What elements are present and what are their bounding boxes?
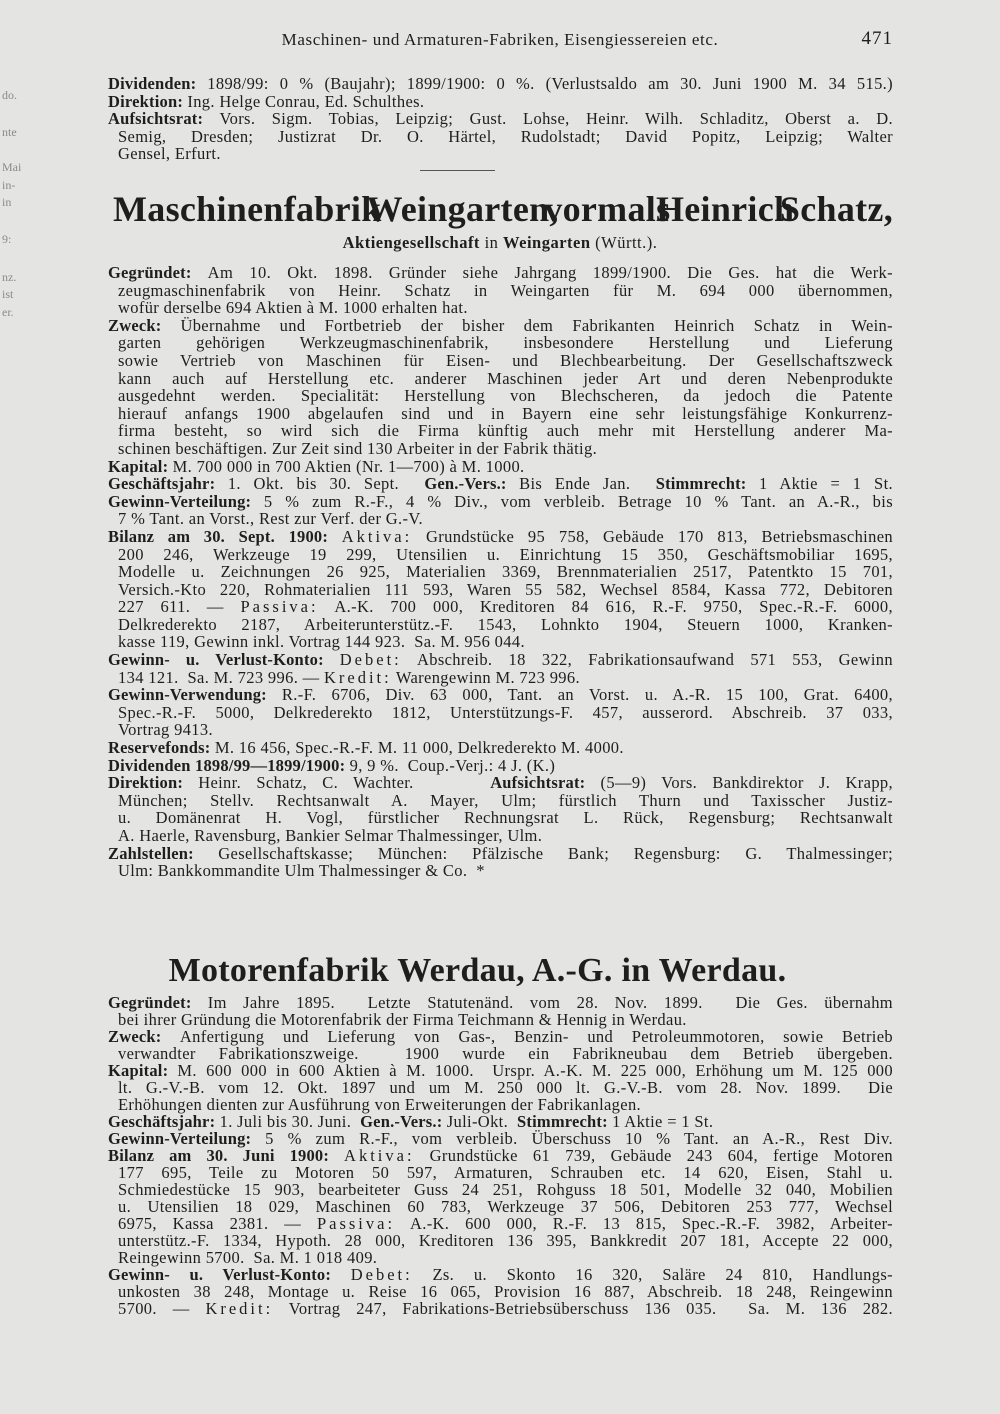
text-line (108, 686, 893, 704)
entry-title: Maschinenfabrik Weingarten, vormals Heinrich Schatz, (113, 189, 893, 229)
line-content (108, 109, 893, 128)
text-line (108, 598, 893, 616)
line-content (118, 351, 893, 370)
text-line (108, 299, 893, 317)
field-text: firma besteht, so wird sich die Firma künftig auch mehr mit Herstellung anderer Ma- (118, 421, 893, 441)
line-content (118, 703, 893, 722)
field-text: Grundstücke 61 739, Gebäude 243 604, fertige Motoren (414, 1146, 893, 1165)
spaced-heading: Kredit: (323, 667, 392, 687)
text-line (108, 110, 893, 128)
spaced-heading: Kredit: (205, 1299, 274, 1318)
line-content (108, 492, 893, 511)
field-text: Im Jahre 1895. Letzte Statutenänd. vom 28. Nov. 1899. Die Ges. übernahm (207, 993, 893, 1012)
entry-divider (420, 170, 495, 171)
text-line (108, 528, 893, 546)
margin-fragment: in- (2, 178, 16, 192)
text-line (108, 1079, 893, 1096)
entry-body (108, 994, 893, 1317)
field-text: schinen beschäftigen. Zur Zeit sind 130 Arbeiter in der Fabrik thätig. (118, 438, 598, 458)
margin-fragment: Mai (2, 160, 22, 174)
field-text: ausgedehnt werden. Specialität: Herstellung von Blechscheren, da jedoch die Patente (118, 386, 893, 406)
field-text: Bis Ende Jan. (519, 474, 656, 494)
field-text: hierauf anfangs 1900 abgelaufen sind und in Bayern eine sehr leistungsfähige Konkurrenz- (118, 403, 893, 423)
field-text: wofür derselbe 694 Aktien à M. 1000 erhalten hat. (118, 298, 468, 318)
field-text: 1. Okt. bis 30. Sept. (227, 474, 425, 494)
field-text: Am 10. Okt. 1898. Gründer siehe Jahrgang 1899/1900. Die Ges. hat die Werk- (207, 263, 893, 282)
line-content (118, 615, 893, 634)
field-label: Zweck: (108, 1027, 180, 1046)
margin-fragment: nte (2, 125, 17, 139)
line-content (108, 844, 893, 863)
field-text: 200 246, Werkzeuge 19 299, Utensilien u. Einrichtung 15 350, Geschäftsmobiliar 1695, (118, 544, 893, 564)
field-label: Stimmrecht: (655, 474, 760, 494)
text-line (108, 475, 893, 493)
field-text: München; Stellv. Rechtsanwalt A. Mayer, Ulm; fürstlich Thurn und Taxisscher Justiz- (118, 790, 893, 810)
field-label: Kapital: (108, 1061, 178, 1080)
line-content (118, 144, 221, 163)
line-content (108, 263, 893, 282)
text-line (108, 581, 893, 599)
text-line (108, 757, 893, 775)
text-line (108, 1096, 893, 1113)
field-label: Gegründet: (108, 263, 208, 282)
field-text: bei ihrer Gründung die Motorenfabrik der Firma Teichmann & Hennig in Werdau. (118, 1010, 687, 1029)
line-content (118, 421, 893, 440)
field-text: zeugmaschinenfabrik von Heinr. Schatz in Weingarten für M. 694 000 übernommen, (118, 280, 893, 300)
field-label: Gewinn-Verteilung: (108, 1129, 266, 1148)
field-text: unkosten 38 248, Montage u. Reise 16 065, Provision 16 887, Abschreib. 18 248, Reingewinn (118, 1282, 893, 1301)
field-text: lt. G.-V.-B. vom 12. Okt. 1897 und um M. 250 000 lt. G.-V.-B. vom 28. Nov. 1899. Die (118, 1078, 893, 1097)
field-text: sowie Vertrieb von Maschinen für Eisen- und Blechbearbeitung. Der Gesellschaftszweck (118, 350, 893, 370)
field-label: Kapital: (108, 456, 173, 476)
field-text: u. Utensilien 18 029, Maschinen 60 783, Werkzeuge 37 506, Debitoren 253 777, Wechsel (118, 1197, 893, 1216)
spaced-heading: Debet: (350, 1265, 413, 1284)
field-text: Gensel, Erfurt. (118, 144, 221, 164)
margin-fragment: er. (2, 305, 14, 319)
text-line (108, 1045, 893, 1062)
text-line (108, 405, 893, 423)
line-content (118, 333, 893, 352)
text-line (108, 994, 893, 1011)
field-label: Geschäftsjahr: (108, 1112, 220, 1131)
field-text: Erhöhungen dienten zur Ausführung von Erweiterungen der Fabrikanlagen. (118, 1095, 642, 1114)
text-line (108, 1028, 893, 1045)
line-content (118, 668, 580, 687)
field-label: Direktion: (108, 773, 199, 793)
field-text: kann auch auf Herstellung etc. anderer Maschinen jeder Art und deren Nebenprodukte (118, 368, 893, 388)
field-text: Zs. u. Skonto 16 320, Saläre 24 810, Handlungs- (412, 1265, 893, 1284)
margin-fragment: in (2, 195, 12, 209)
field-label: Geschäftsjahr: (108, 474, 228, 494)
text-line (108, 1181, 893, 1198)
text-line (108, 128, 893, 146)
field-text: 1 Aktie = 1 St. (759, 474, 893, 494)
text-line (108, 1130, 893, 1147)
margin-fragment: 9: (2, 232, 12, 246)
spaced-heading: Passiva: (240, 597, 319, 617)
subtitle-company-form: Aktiengesellschaft (342, 233, 480, 252)
line-content (108, 527, 893, 546)
field-text: Versich.-Kto 220, Rohmaterialien 111 593, Waren 55 582, Wechsel 8584, Kassa 772, Debitoren (118, 579, 893, 599)
entry-body (108, 264, 893, 880)
line-content (108, 773, 893, 792)
text-line (108, 616, 893, 634)
field-label: Dividenden 1898/99—1899/1900: (108, 755, 350, 775)
line-content (108, 650, 893, 669)
text-line (108, 145, 893, 163)
spaced-heading: Passiva: (316, 1214, 396, 1233)
line-content (108, 738, 624, 757)
line-content (108, 74, 893, 93)
text-line (108, 440, 893, 458)
text-line (108, 845, 893, 863)
text-line (108, 1198, 893, 1215)
field-text: M. 700 000 in 700 Aktien (Nr. 1—700) à M. 1000. (172, 456, 525, 476)
field-text: garten gehörigen Werkzeugmaschinenfabrik, insbesondere Herstellung und Lieferung (118, 333, 893, 353)
field-text: M. 600 000 in 600 Aktien à M. 1000. Urspr. A.-K. M. 225 000, Erhöhung um M. 125 000 (177, 1061, 894, 1080)
line-content (118, 509, 423, 528)
field-text: Delkrederekto 2187, Arbeiterunterstütz.-F. 1543, Lohnkto 1904, Steuern 1000, Kranken- (118, 614, 893, 634)
text-line (108, 669, 893, 687)
field-text: Vors. Sigm. Tobias, Leipzig; Gust. Lohse, Heinr. Wilh. Schladitz, Oberst a. D. (219, 109, 893, 129)
page-number: 471 (861, 28, 893, 49)
line-content (118, 386, 893, 405)
text-line (108, 1113, 893, 1130)
margin-fragment: do. (2, 88, 17, 102)
text-line (108, 563, 893, 581)
field-text: Semig, Dresden; Justizrat Dr. O. Härtel, Rudolstadt; David Popitz, Leipzig; Walter (118, 126, 893, 146)
field-text: Reingewinn 5700. Sa. M. 1 018 409. (118, 1248, 378, 1267)
field-text: 1 Aktie = 1 St. (612, 1112, 714, 1131)
subtitle-city: Weingarten (503, 233, 591, 252)
text-line (108, 264, 893, 282)
field-text: u. Domänenrat H. Vogl, fürstlicher Rechnungsrat L. Rück, Regensburg; Rechtsanwalt (118, 808, 893, 828)
text-line (108, 792, 893, 810)
line-content (118, 597, 893, 616)
text-line (108, 721, 893, 739)
field-text: kasse 119, Gewinn inkl. Vortrag 144 923. Sa. M. 956 044. (118, 632, 525, 652)
text-line (108, 633, 893, 651)
field-label: Gen.-Vers.: (424, 474, 520, 494)
text-line (108, 458, 893, 476)
field-text: Gesellschaftskasse; München: Pfälzische Bank; Regensburg: G. Thalmessinger; (218, 843, 894, 863)
line-content (108, 685, 893, 704)
field-text: Schmiedestücke 15 903, bearbeiteter Guss 24 251, Rohguss 18 501, Modelle 32 040, Mobilien (118, 1180, 893, 1199)
text-line (108, 387, 893, 405)
field-text: 134 121. Sa. M. 723 996. — (118, 667, 324, 687)
field-text: 1898/99: 0 % (Baujahr); 1899/1900: 0 %. (Verlustsaldo am 30. Juni 1900 M. 34 515.) (207, 74, 893, 93)
text-line (108, 1011, 893, 1028)
text-line (108, 493, 893, 511)
text-line (108, 739, 893, 757)
spaced-heading: Debet: (339, 650, 402, 670)
field-text: Modelle u. Zeichnungen 26 925, Materialien 3369, Brennmaterialien 2517, Patentkto 15 701, (118, 562, 893, 582)
text-line (108, 1147, 893, 1164)
field-label: Gewinn-Verwendung: (108, 685, 282, 705)
field-label: Reservefonds: (108, 738, 215, 758)
text-line (108, 862, 893, 880)
text-line (108, 370, 893, 388)
text-line (108, 1300, 893, 1317)
text-line (108, 809, 893, 827)
line-content (108, 474, 893, 493)
field-text: Heinr. Schatz, C. Wachter. (198, 773, 491, 793)
text-line (108, 334, 893, 352)
field-text: Spec.-R.-F. 5000, Delkrederekto 1812, Unterstützungs-F. 457, ausserord. Abschreib. 37 033, (118, 702, 893, 722)
field-text: Juli-Okt. (446, 1112, 518, 1131)
text-line (108, 1062, 893, 1079)
line-content (118, 562, 893, 581)
field-label: Gegründet: (108, 993, 208, 1012)
line-content (118, 281, 893, 300)
text-line (108, 827, 893, 845)
text-line (108, 1266, 893, 1283)
text-line (108, 1249, 893, 1266)
entry-title: Motorenfabrik Werdau, A.-G. in Werdau. (168, 952, 787, 989)
field-label: Gewinn-Verteilung: (108, 491, 264, 511)
line-content (118, 439, 597, 458)
field-text: Anfertigung und Lieferung von Gas-, Benzin- und Petroleummotoren, sowie Betrieb (179, 1027, 893, 1046)
text-line (108, 704, 893, 722)
field-label: Aufsichtsrat: (490, 773, 601, 793)
field-label: Aufsichtsrat: (108, 109, 220, 129)
field-label: Stimmrecht: (517, 1112, 613, 1131)
field-text: 6975, Kassa 2381. — (118, 1214, 317, 1233)
field-text: 227 611. — (118, 597, 241, 617)
text-line (108, 75, 893, 93)
line-content (108, 316, 893, 335)
text-line (108, 282, 893, 300)
margin-fragment: ist (2, 287, 14, 301)
field-label: Direktion: (108, 91, 188, 111)
text-line (108, 1164, 893, 1181)
line-content (118, 298, 468, 317)
text-line (108, 510, 893, 528)
field-text: 5700. — (118, 1299, 206, 1318)
text-line (108, 546, 893, 564)
prior-entry (108, 75, 893, 163)
field-text: A.-K. 700 000, Kreditoren 84 616, R.-F. 9750, Spec.-R.-F. 6000, (318, 597, 893, 617)
line-content (118, 545, 893, 564)
line-content (118, 369, 893, 388)
field-text: Warengewinn M. 723 996. (391, 667, 580, 687)
subtitle-region: (Württ.). (590, 233, 658, 252)
line-content (118, 1299, 893, 1318)
field-text: Vortrag 9413. (118, 720, 213, 740)
field-text: Grundstücke 95 758, Gebäude 170 813, Betriebsmaschinen (412, 526, 893, 546)
text-line (108, 422, 893, 440)
entry-subtitle (0, 233, 1000, 253)
field-text: verwandter Fabrikationszweige. 1900 wurde ein Fabrikneubau dem Betrieb übergeben. (118, 1044, 893, 1063)
line-content (118, 580, 893, 599)
line-content (118, 632, 525, 651)
text-line (108, 774, 893, 792)
text-line (108, 93, 893, 111)
field-label: Gewinn- u. Verlust-Konto: (108, 650, 340, 670)
line-content (118, 720, 213, 739)
field-text: Ing. Helge Conrau, Ed. Schulthes. (187, 91, 425, 111)
field-label: Dividenden: (108, 74, 208, 93)
text-line (108, 651, 893, 669)
line-content (118, 861, 485, 880)
line-content (118, 826, 542, 845)
field-text: R.-F. 6706, Div. 63 000, Tant. an Vorst. u. A.-R. 15 100, Grat. 6400, (281, 685, 894, 705)
text-line (108, 1215, 893, 1232)
field-label: Gewinn- u. Verlust-Konto: (108, 1265, 351, 1284)
field-label: Bilanz am 30. Sept. 1900: (108, 526, 342, 546)
field-label: Zweck: (108, 315, 181, 335)
margin-fragment: nz. (2, 270, 17, 284)
field-text: Ulm: Bankkommandite Ulm Thalmessinger & Co. * (118, 861, 485, 881)
text-line (108, 317, 893, 335)
line-content (118, 127, 893, 146)
field-text: A.-K. 600 000, R.-F. 13 815, Spec.-R.-F. 3982, Arbeiter- (395, 1214, 893, 1233)
field-text: (5—9) Vors. Bankdirektor J. Krapp, (600, 773, 893, 793)
field-label: Zahlstellen: (108, 843, 219, 863)
field-text: unterstütz.-F. 1334, Hypoth. 28 000, Kreditoren 136 395, Bankkredit 207 181, Accepte 22 000, (118, 1231, 893, 1250)
field-text: Vortrag 247, Fabrikations-Betriebsüberschuss 136 035. Sa. M. 136 282. (273, 1299, 893, 1318)
field-text: Abschreib. 18 322, Fabrikationsaufwand 571 553, Gewinn (401, 650, 893, 670)
field-text: M. 16 456, Spec.-R.-F. M. 11 000, Delkrederekto M. 4000. (214, 738, 624, 758)
text-line (108, 1232, 893, 1249)
field-label: Bilanz am 30. Juni 1900: (108, 1146, 345, 1165)
spaced-heading: Aktiva: (344, 1146, 415, 1165)
field-text: A. Haerle, Ravensburg, Bankier Selmar Thalmessinger, Ulm. (118, 826, 543, 845)
running-title: Maschinen- und Armaturen-Fabriken, Eisengiessereien etc. (281, 30, 719, 49)
field-text: 7 % Tant. an Vorst., Rest zur Verf. der G.-V. (118, 509, 423, 529)
line-content (118, 791, 893, 810)
line-content (108, 756, 555, 775)
text-line (108, 1283, 893, 1300)
field-label: Gen.-Vers.: (360, 1112, 447, 1131)
text-line (108, 352, 893, 370)
line-content (118, 404, 893, 423)
spaced-heading: Aktiva: (341, 526, 413, 546)
field-text: 177 695, Teile zu Motoren 50 597, Armaturen, Schrauben etc. 14 620, Eisen, Stahl u. (118, 1163, 893, 1182)
line-content (118, 808, 893, 827)
subtitle-in: in (479, 233, 504, 252)
field-text: 1. Juli bis 30. Juni. (219, 1112, 361, 1131)
field-text: 5 % zum R.-F., vom verbleib. Überschuss 10 % Tant. an A.-R., Rest Div. (265, 1129, 893, 1148)
field-text: 9, 9 %. Coup.-Verj.: 4 J. (K.) (349, 755, 556, 775)
line-content (108, 92, 424, 111)
field-text: Übernahme und Fortbetrieb der bisher dem Fabrikanten Heinrich Schatz in Wein- (180, 315, 894, 335)
field-text: 5 % zum R.-F., 4 % Div., vom verbleib. Betrage 10 % Tant. an A.-R., bis (263, 491, 893, 511)
line-content (108, 457, 525, 476)
